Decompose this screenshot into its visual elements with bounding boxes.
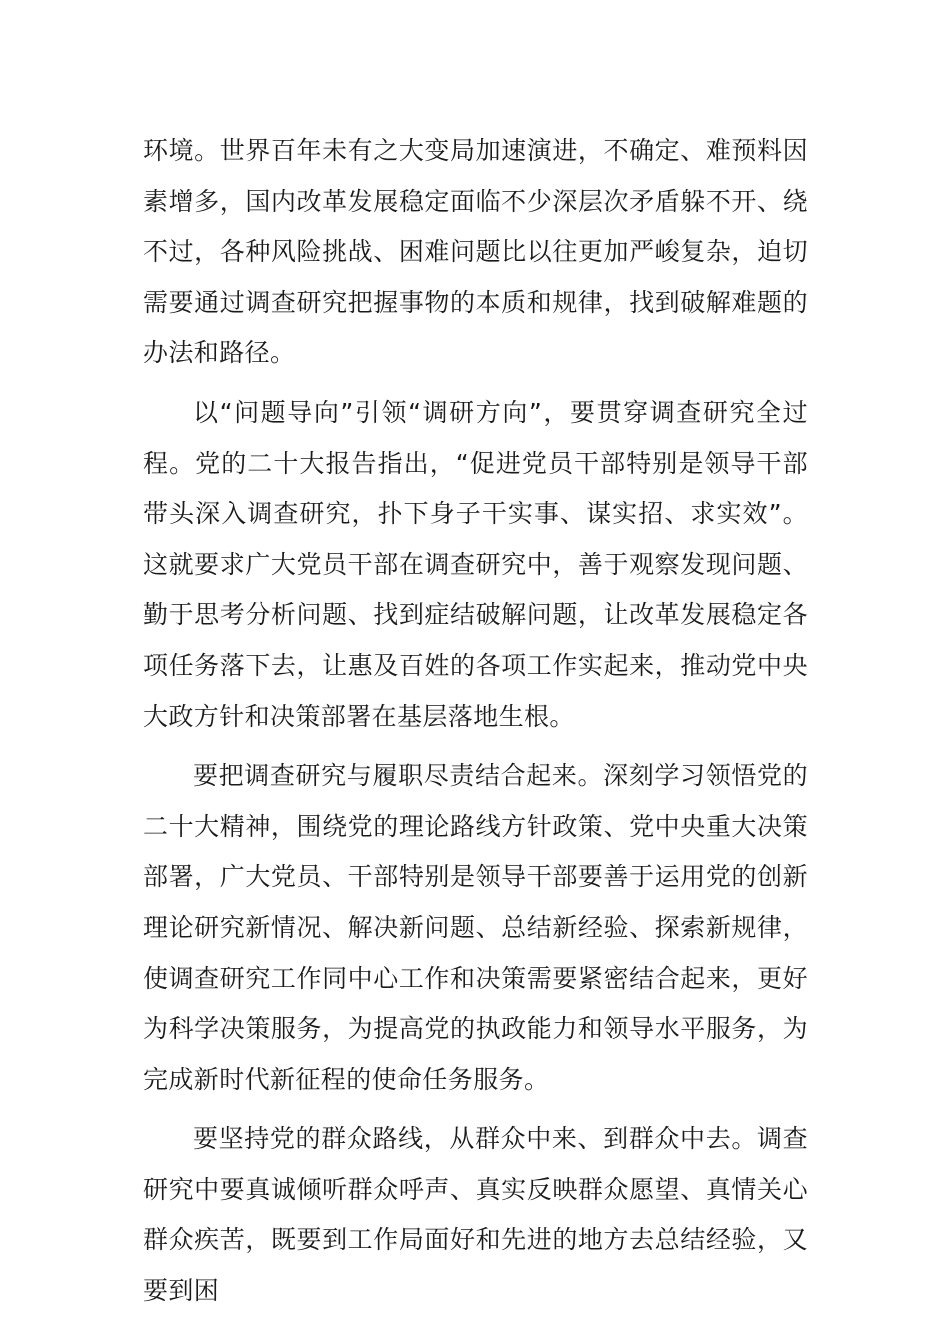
paragraph-4: 要坚持党的群众路线，从群众中来、到群众中去。调查研究中要真诚倾听群众呼声、真实反映群众愿望、真情关心群众疾苦，既要到工作局面好和先进的地方去总结经验，又要到困 [143, 1124, 808, 1306]
paragraph-2: 以“问题导向”引领“调研方向”，要贯穿调查研究全过程。党的二十大报告指出，“促进党员干部特别是领导干部带头深入调查研究，扑下身子干实事、谋实招、求实效”。这就要求广大党员干部在调查研究中，善于观察发现问题、勤于思考分析问题、找到症结破解问题，让改革发展稳定各项任务落下去，让惠及百姓的各项工作实起来，推动党中央大政方针和决策部署在基层落地生根。 [143, 397, 808, 731]
paragraph-1: 环境。世界百年未有之大变局加速演进，不确定、难预料因素增多，国内改革发展稳定面临不少深层次矛盾躲不开、绕不过，各种风险挑战、困难问题比以往更加严峻复杂，迫切需要通过调查研究把握事物的本质和规律，找到破解难题的办法和路径。 [143, 136, 808, 368]
paragraph-3: 要把调查研究与履职尽责结合起来。深刻学习领悟党的二十大精神，围绕党的理论路线方针政策、党中央重大决策部署，广大党员、干部特别是领导干部要善于运用党的创新理论研究新情况、解决新问题、总结新经验、探索新规律，使调查研究工作同中心工作和决策需要紧密结合起来，更好为科学决策服务，为提高党的执政能力和领导水平服务，为完成新时代新征程的使命任务服务。 [143, 761, 808, 1094]
document-page [143, 126, 808, 1326]
